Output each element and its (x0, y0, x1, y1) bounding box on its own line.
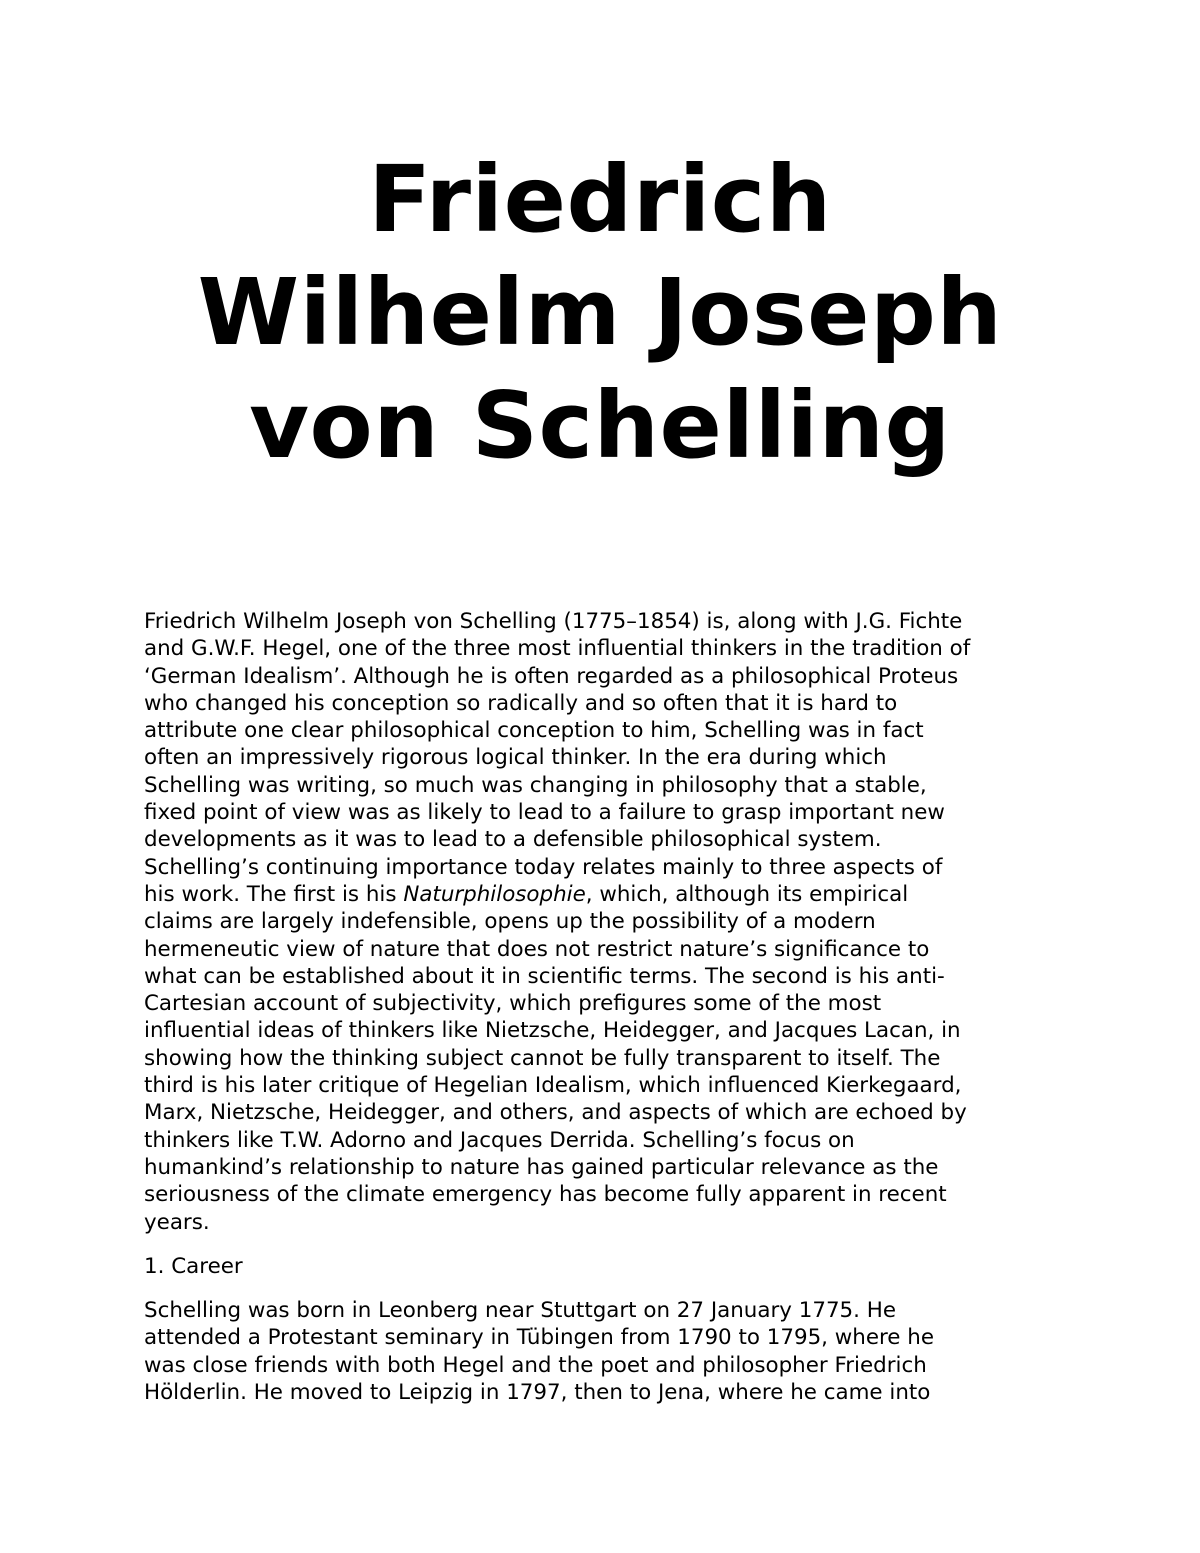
text-line: attribute one clear philosophical conception to him, Schelling was in fact (144, 718, 924, 744)
text-line: thinkers like T.W. Adorno and Jacques Derrida. Schelling’s focus on (144, 1127, 855, 1153)
career-paragraph (144, 1297, 1064, 1406)
text-line: third is his later critique of Hegelian Idealism, which influenced Kierkegaard, (144, 1073, 962, 1099)
text-line: Schelling was born in Leonberg near Stuttgart on 27 January 1775. He (144, 1298, 897, 1324)
title-line: Wilhelm Joseph (197, 259, 1003, 366)
text-line: humankind’s relationship to nature has gained particular relevance as the (144, 1154, 939, 1180)
text-line: seriousness of the climate emergency has become fully apparent in recent (144, 1182, 947, 1208)
title-line: Friedrich (368, 146, 832, 253)
document-body (144, 608, 1064, 1423)
text-line: Friedrich Wilhelm Joseph von Schelling (1775–1854) is, along with J.G. Fichte (144, 609, 963, 634)
text-line: Schelling’s continuing importance today relates mainly to three aspects of (144, 854, 943, 880)
text-line: and G.W.F. Hegel, one of the three most influential thinkers in the tradition of (144, 636, 971, 662)
section-heading: 1. Career (144, 1253, 243, 1279)
text-line: Hölderlin. He moved to Leipzig in 1797, then to Jena, where he came into (144, 1380, 931, 1406)
italic-term: Naturphilosophie (403, 881, 586, 907)
document-title (0, 143, 1200, 482)
text-line: often an impressively rigorous logical thinker. In the era during which (144, 745, 887, 771)
text-line: Schelling was writing, so much was changing in philosophy that a stable, (144, 772, 927, 798)
text-line: Cartesian account of subjectivity, which prefigures some of the most (144, 991, 882, 1017)
text-line: was close friends with both Hegel and the poet and philosopher Friedrich (144, 1352, 927, 1378)
text-line-with-italic (144, 881, 1064, 908)
text-line: developments as it was to lead to a defensible philosophical system. (144, 827, 882, 853)
text-segment: his work. The first is his (144, 881, 404, 907)
text-line: hermeneutic view of nature that does not restrict nature’s significance to (144, 936, 930, 962)
text-line: what can be established about it in scientific terms. The second is his anti- (144, 963, 945, 989)
text-line: claims are largely indefensible, opens up the possibility of a modern (144, 909, 876, 935)
title-line: von Schelling (249, 372, 951, 479)
text-line: years. (144, 1209, 210, 1235)
text-line: who changed his conception so radically and so often that it is hard to (144, 690, 898, 716)
text-segment: , which, although its empirical (585, 881, 909, 907)
text-line: showing how the thinking subject cannot be fully transparent to itself. The (144, 1045, 941, 1071)
text-line: Marx, Nietzsche, Heidegger, and others, and aspects of which are echoed by (144, 1100, 967, 1126)
text-line: influential ideas of thinkers like Nietzsche, Heidegger, and Jacques Lacan, in (144, 1018, 961, 1044)
text-line: attended a Protestant seminary in Tübingen from 1790 to 1795, where he (144, 1325, 934, 1351)
text-line: ‘German Idealism’. Although he is often regarded as a philosophical Proteus (144, 663, 959, 689)
text-line: fixed point of view was as likely to lead to a failure to grasp important new (144, 800, 945, 826)
intro-paragraph (144, 608, 1064, 1236)
